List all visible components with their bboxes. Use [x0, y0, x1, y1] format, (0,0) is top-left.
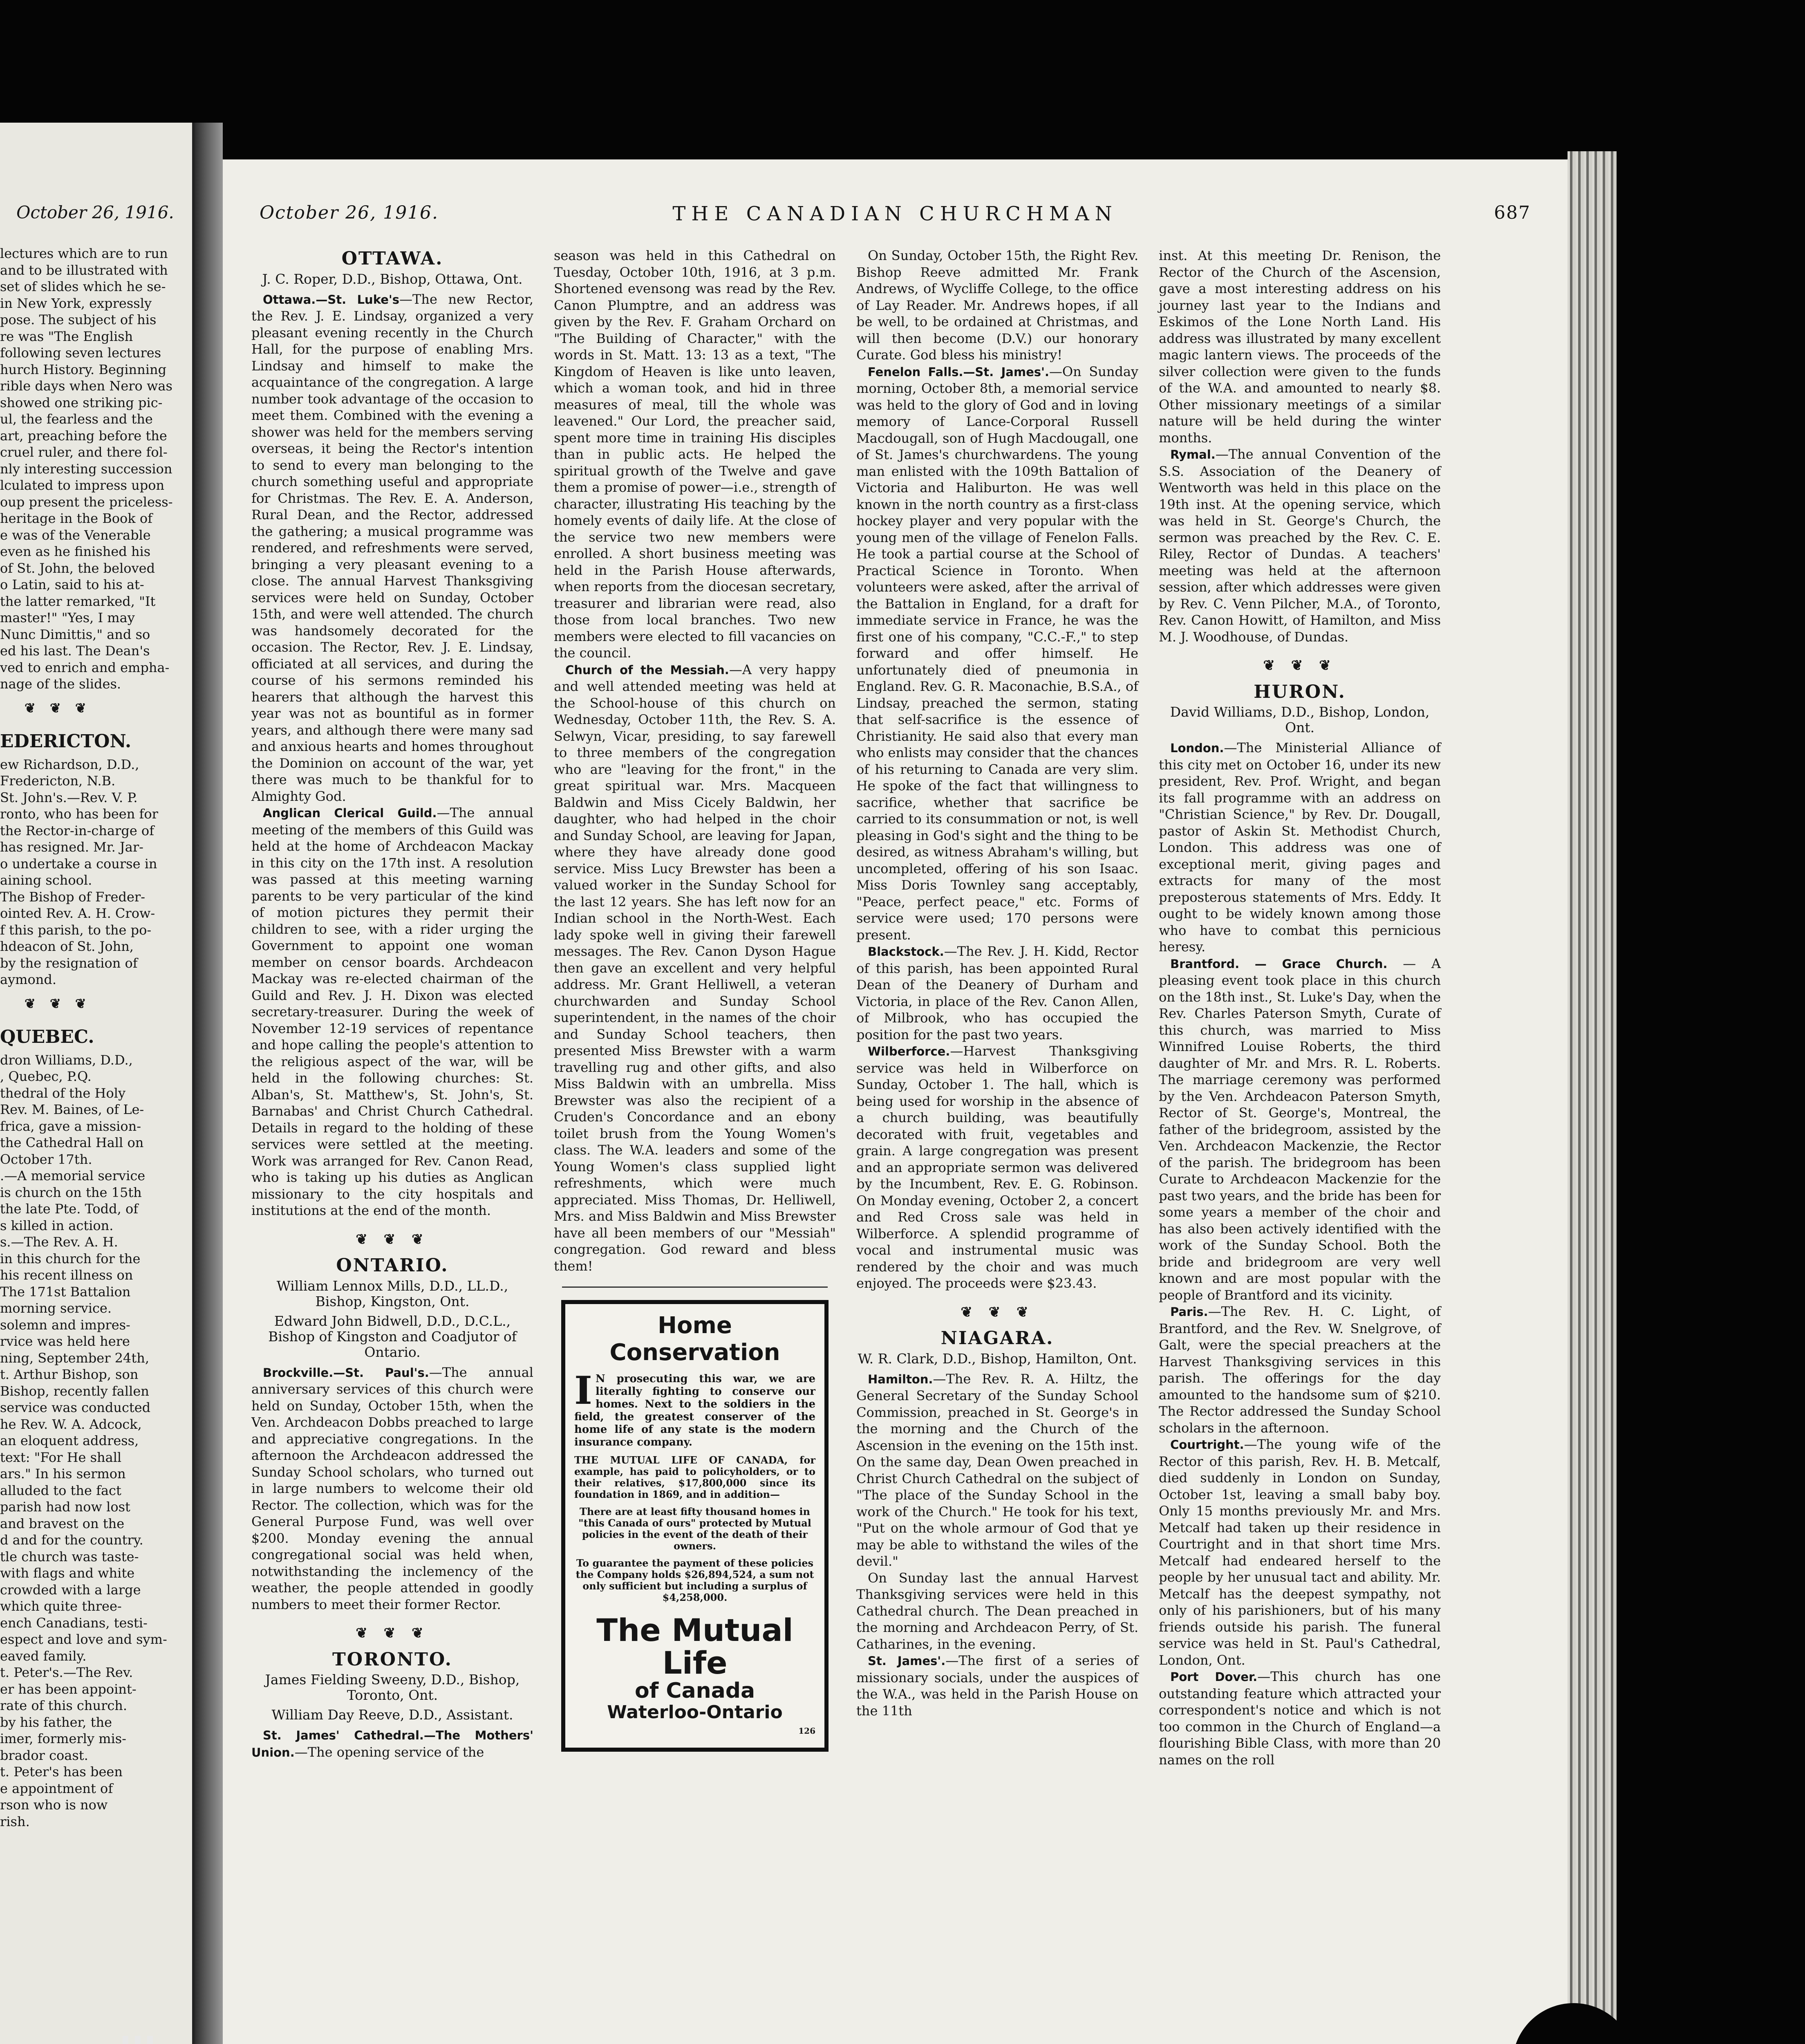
left-page-line: ning, September 24th, — [0, 1350, 150, 1366]
left-page-line: brador coast. — [0, 1747, 88, 1763]
section-heading-huron: HURON. — [1254, 681, 1346, 702]
left-page-line: o Latin, said to his at- — [0, 577, 144, 592]
niagara-bishop: W. R. Clark, D.D., Bishop, Hamilton, Ont. — [858, 1350, 1137, 1367]
left-page-line: the Rector-in-charge of — [0, 823, 155, 838]
article-lead: Blackstock. — [868, 945, 944, 959]
page-header — [260, 202, 1531, 239]
section-heading-ontario: ONTARIO. — [336, 1255, 449, 1276]
left-page-line: hurch History. Beginning — [0, 361, 167, 377]
section-heading-toronto: TORONTO. — [332, 1649, 452, 1670]
section-heading-quebec: QUEBEC. — [0, 1026, 94, 1047]
gutter-shadow — [192, 123, 223, 2044]
article-lead: Rymal. — [1170, 448, 1216, 462]
column-4 — [1159, 247, 1441, 1768]
article-lead: St. James' Cathedral.—The Mothers' Union. — [251, 1728, 533, 1759]
left-page-line: ench Canadians, testi- — [0, 1615, 148, 1631]
article-lead: Wilberforce. — [868, 1044, 950, 1058]
left-page-line: re was "The English — [0, 328, 133, 344]
article-lead: St. James'. — [868, 1654, 946, 1668]
left-page-line: nly interesting succession — [0, 461, 172, 477]
left-page-line: tle church was taste- — [0, 1549, 139, 1564]
ad-number: 126 — [798, 1726, 815, 1736]
newspaper-page — [223, 159, 1568, 2044]
divider — [562, 1286, 828, 1288]
left-page-line: is church on the 15th — [0, 1184, 142, 1200]
left-page-line: rish. — [0, 1813, 30, 1829]
left-page-line: e was of the Venerable — [0, 527, 151, 543]
section-ornament: ❦ ❦ ❦ — [961, 1304, 1034, 1320]
left-page-line: by his father, the — [0, 1714, 112, 1730]
article-st-james-cathedral: St. James' Cathedral.—The Mothers' Union.—The opening service of the — [251, 1728, 533, 1760]
left-page-line: thedral of the Holy — [0, 1085, 126, 1101]
article-rymal: Rymal.—The annual Convention of the S.S. Association of the Deanery of Wentworth was held in this place on the 19th inst. At the opening service, which was held in St. George's Church, the sermon was preached by the Rev. C. E. Riley, Rector of Dundas. A teachers' meeting was held at the afternoon session, after which addresses were given by Rev. C. Venn Pilcher, M.A., of Toronto, Rev. Canon Howitt, of Hamilton, and Miss M. J. Woodhouse, of Dundas. — [1159, 446, 1441, 645]
left-page-line: ew Richardson, D.D., — [0, 756, 139, 772]
left-page-line: Nunc Dimittis," and so — [0, 626, 150, 642]
left-page-line: d and for the country. — [0, 1532, 143, 1548]
left-page-line: service was conducted — [0, 1400, 151, 1415]
binding-mark — [147, 2036, 153, 2044]
left-page-line: o undertake a course in — [0, 856, 157, 872]
article-lead: Paris. — [1170, 1305, 1208, 1319]
ad-dropcap: I — [574, 1368, 592, 1413]
section-ornament: ❦ ❦ ❦ — [25, 700, 91, 716]
left-page-line: rible days when Nero was — [0, 378, 172, 394]
ad-location: Waterloo-Ontario — [607, 1702, 783, 1723]
left-page-line: heritage in the Book of — [0, 511, 152, 526]
left-page-line: alluded to the fact — [0, 1482, 121, 1498]
article-lead: London. — [1170, 741, 1224, 755]
ontario-bishop: William Lennox Mills, D.D., LL.D., Bishop, Kingston, Ont. — [276, 1278, 508, 1309]
left-page-line: solemn and impres- — [0, 1317, 130, 1333]
column-2 — [554, 247, 836, 1752]
left-page-line: crowded with a large — [0, 1582, 141, 1598]
article-blackstock: Blackstock.—The Rev. J. H. Kidd, Rector of this parish, has been appointed Rural Dean of the Deanery of Durham and Victoria, in place of the Rev. Canon Allen, of Milbrook, who has occupied the position for the past two years. — [856, 944, 1138, 1042]
ad-note-2: There are at least fifty thousand homes in "this Canada of ours" protected by Mutual policies in the event of the death of their owners. — [578, 1506, 811, 1552]
column-3 — [856, 247, 1138, 1719]
left-page-line: rson who is now — [0, 1797, 108, 1813]
left-page-line: he Rev. W. A. Adcock, — [0, 1416, 142, 1432]
ad-brand: The Mutual Life — [596, 1612, 793, 1681]
binding-mark — [123, 2036, 128, 2044]
left-page-line: by the resignation of — [0, 955, 138, 971]
left-page-line: ointed Rev. A. H. Crow- — [0, 905, 155, 921]
mutual-life-advertisement — [561, 1300, 829, 1752]
section-heading-niagara: NIAGARA. — [941, 1328, 1054, 1349]
left-page-line: nage of the slides. — [0, 676, 121, 692]
article-harvest-thanksgiving: On Sunday last the annual Harvest Thanksgiving services were held in this Cathedral church. The Dean preached in the morning and Archdeacon Perry, of St. Catharines, in the evening. — [856, 1570, 1138, 1652]
left-page-line: frica, gave a mission- — [0, 1118, 141, 1134]
section-ornament: ❦ ❦ ❦ — [356, 1231, 429, 1248]
article-courtright: Courtright.—The young wife of the Rector of this parish, Rev. H. B. Metcalf, died suddenly in London on Sunday, October 1st, leaving a small baby boy. Only 15 months previously Mr. and Mrs. Metcalf had taken up their residence in Courtright and in that short time Mrs. Metcalf had endeared herself to the people by her unusual tact and ability. Mr. Metcalf has the deepest sympathy, not only of his parishioners, but of his many friends outside his parish. The funeral service was held in St. Paul's Cathedral, London, Ont. — [1159, 1437, 1441, 1668]
left-page-line: cruel ruler, and there fol- — [0, 444, 168, 460]
left-page-column — [0, 204, 192, 1830]
section-ornament: ❦ ❦ ❦ — [25, 995, 91, 1011]
left-page-line: in this church for the — [0, 1251, 141, 1266]
left-page-line: lectures which are to run — [0, 246, 168, 261]
article-ottawa-st-lukes: Ottawa.—St. Luke's—The new Rector, the Rev. J. E. Lindsay, organized a very pleasant evening recently in the Church Hall, for the purpose of enabling Mrs. Lindsay and himself to make the acquaintance of the congregation. A large number took advantage of the occasion to meet them. Combined with the evening a shower was held for the members serving overseas, it being the Rector's intention to send to every man belonging to the church something useful and appropriate for Christmas. The Rev. E. A. Anderson, Rural Dean, and the Rector, addressed the gathering; a musical programme was rendered, and refreshments were served, bringing a very pleasant evening to a close. The annual Harvest Thanksgiving services were held on Sunday, October 15th, and were well attended. The church was handsomely decorated for the occasion. The Rector, Rev. J. E. Lindsay, officiated at all services, and during the course of his sermons reminded his hearers that although the harvest this year was not as bountiful as in former years, and although there were many sad and anxious hearts and homes throughout the Dominion on account of the war, yet there was much to be thankful for to Almighty God. — [251, 291, 533, 804]
left-page-line: aining school. — [0, 872, 92, 888]
binding-mark — [135, 2036, 141, 2044]
left-page-line: s.—The Rev. A. H. — [0, 1234, 118, 1250]
left-page-line: espect and love and sym- — [0, 1632, 167, 1647]
article-lead: Church of the Messiah. — [565, 663, 729, 677]
section-heading-ottawa: OTTAWA. — [341, 248, 443, 269]
left-page-line: t. Peter's has been — [0, 1764, 123, 1780]
left-page-line: oup present the priceless- — [0, 494, 173, 510]
article-mothers-union-cont: season was held in this Cathedral on Tuesday, October 10th, 1916, at 3 p.m. Shortened evensong was read by the Rev. Canon Plumptre, and an address was given by the Rev. F. Graham Orchard on "The Building of Character," with the words in St. Matt. 13: 13 as a text, "The Kingdom of Heaven is like unto leaven, which a woman took, and hid in three measures of meal, till the whole was leavened." Our Lord, the preacher said, spent more time in training His disciples than in public acts. He helped the spiritual growth of the Twelve and gave them a promise of power—i.e., strength of character, illustrating His teaching by the homely events of daily life. At the close of the service two new members were enrolled. A short business meeting was held in the Parish House afterwards, when reports from the diocesan secretary, treasurer and librarian were read, also those from local branches. Two new members were elected to fill vacancies on the council. — [554, 248, 836, 661]
left-page-line: the Cathedral Hall on — [0, 1135, 144, 1150]
article-port-dover: Port Dover.—This church has one outstanding feature which attracted your correspondent's notice and which is not too common in the Church of England—a flourishing Bible Class, with more than 20 names on the roll — [1159, 1669, 1441, 1768]
page-number: 687 — [1494, 202, 1531, 223]
ad-brand-sub: of Canada — [634, 1679, 755, 1703]
left-page-line: eaved family. — [0, 1648, 87, 1664]
page-stack-edge — [1568, 151, 1617, 2044]
article-brantford: Brantford. — Grace Church. — A pleasing event took place in this church on the 18th inst., St. Luke's Day, when the Rev. Charles Paterson Smyth, Curate of this church, was married to Miss Winnifred Louise Roberts, the third daughter of Mr. and Mrs. R. L. Roberts. The marriage ceremony was performed by the Ven. Archdeacon Paterson Smyth, Rector of St. George's, Montreal, the father of the bridegroom, assisted by the Ven. Archdeacon Mackenzie, the Rector of the parish. The bridegroom has been Curate to Archdeacon Mackenzie for the past two years, and the bride has been for some years a member of the choir and has also been actively identified with the work of the Sunday School. Both the bride and bridegroom are very well known and are most popular with the people of Brantford and its vicinity. — [1159, 955, 1441, 1303]
left-page-line: s killed in action. — [0, 1217, 114, 1233]
left-page-date: October 26, 1916. — [16, 202, 174, 222]
left-page-line: has resigned. Mr. Jar- — [0, 839, 143, 855]
left-page-line: master!" "Yes, I may — [0, 610, 135, 625]
left-page-line: in New York, expressly — [0, 295, 152, 311]
left-page-line: imer, formerly mis- — [0, 1731, 126, 1746]
left-page-line: ul, the fearless and the — [0, 411, 153, 427]
article-lead: Brockville.—St. Paul's. — [263, 1365, 429, 1380]
left-page-line: with flags and white — [0, 1565, 135, 1581]
left-page-line: lculated to impress upon — [0, 477, 165, 493]
left-page-line: the latter remarked, "It — [0, 593, 156, 609]
ad-note-1: THE MUTUAL LIFE OF CANADA, for example, has paid to policyholders, or to their relatives, $17,800,000 since its foundation in 1869, and in addition— — [574, 1454, 815, 1500]
left-page-line: the late Pte. Todd, of — [0, 1201, 139, 1217]
article-lead: Ottawa.—St. Luke's — [263, 292, 400, 307]
left-page-line: his recent illness on — [0, 1267, 133, 1283]
left-page-line: ronto, who has been for — [0, 806, 158, 822]
left-page-line: rate of this church. — [0, 1698, 128, 1713]
left-page-line: The 171st Battalion — [0, 1284, 131, 1300]
article-church-of-messiah: Church of the Messiah.—A very happy and well attended meeting was held at the School-house of this church on Wednesday, October 11th, the Rev. S. A. Selwyn, Vicar, presiding, to say farewell to three members of the congregation who are "leaving for the front," in the great spiritual war. Mrs. Macqueen Baldwin and Miss Cicely Baldwin, her daughter, who had helped in the choir and Sunday School, are leaving for Japan, where they have already done good service. Miss Lucy Brewster has been a valued worker in the Sunday School for the last 12 years. She has left now for an Indian school in the North-West. Each lady spoke well in giving their farewell messages. The Rev. Canon Dyson Hague then gave an excellent and very helpful address. Mr. Grant Helliwell, a veteran churchwarden and Sunday School superintendent, in the names of the choir and Sunday School teachers, then presented Miss Brewster with a warm travelling rug and other gifts, and also Miss Baldwin with an umbrella. Miss Brewster was also the recipient of a Cruden's Concordance and an ebony toilet brush from the Young Women's class. The W.A. leaders and some of the Young Women's class supplied light refreshments, which were much appreciated. Miss Thomas, Dr. Helliwell, Mrs. and Miss Baldwin and Miss Brewster have all been members of our "Messiah" congregation. God reward and bless them! — [554, 661, 836, 1274]
article-paris: Paris.—The Rev. H. C. Light, of Brantford, and the Rev. W. Snelgrove, of Galt, were the special preachers at the Harvest Thanksgiving services in this parish. The offerings for the day amounted to the handsome sum of $210. The Rector addressed the Sunday School scholars in the afternoon. — [1159, 1304, 1441, 1436]
left-page-line: art, preaching before the — [0, 428, 167, 444]
left-page-line: , Quebec, P.Q. — [0, 1069, 92, 1084]
ad-body: I N prosecuting this war, we are literally fighting to conserve our homes. Next to the soldiers in the field, the greatest conserver of the home life of any state is the modern insurance company. — [574, 1368, 815, 1448]
column-1 — [251, 247, 533, 1761]
ontario-coadjutor: Edward John Bidwell, D.D., D.C.L., Bishop of Kingston and Coadjutor of Ontario. — [268, 1313, 517, 1360]
left-page-line: er has been appoint- — [0, 1681, 137, 1697]
left-page-line: dron Williams, D.D., — [0, 1052, 133, 1068]
left-page-line: ved to enrich and empha- — [0, 659, 170, 675]
article-st-james: St. James'.—The first of a series of missionary socials, under the auspices of the W.A., was held in the Parish House on the 11th — [856, 1653, 1139, 1719]
left-page-line: rvice was held here — [0, 1334, 130, 1349]
article-anglican-clerical-guild: Anglican Clerical Guild.—The annual meeting of the members of this Guild was held at the home of Archdeacon Mackay in this city on the 17th inst. A resolution was passed at this meeting warning parents to be very particular of the kind of motion pictures they permit their children to see, with a rider urging the Government to appoint one woman member on censor boards. Archdeacon Mackay was re-elected chairman of the Guild and Rev. J. H. Dixon was elected secretary-treasurer. During the week of November 12-19 services of repentance and hope calling the people's attention to the religious aspect of the war, will be held in the following churches: St. Alban's, St. Matthew's, St. John's, St. Barnabas' and Christ Church Cathedral. Details in regard to the holding of these services were settled at the meeting. Work was arranged for Rev. Canon Read, who is taking up his duties as Anglican missionary to the city hospitals and institutions at the end of the month. — [251, 805, 534, 1218]
article-lay-reader: On Sunday, October 15th, the Right Rev. Bishop Reeve admitted Mr. Frank Andrews, of Wycliffe College, to the office of Lay Reader. Mr. Andrews hopes, if all be well, to be ordained at Christmas, and will then become (D.V.) our honorary Curate. God bless his ministry! — [856, 248, 1138, 363]
left-page-line: an eloquent address, — [0, 1433, 139, 1448]
article-lead: Hamilton. — [868, 1372, 933, 1386]
left-page-line: Bishop, recently fallen — [0, 1383, 149, 1399]
left-page-line: e appointment of — [0, 1780, 113, 1796]
article-lead: Port Dover. — [1170, 1670, 1258, 1684]
left-page-line: ed his last. The Dean's — [0, 643, 150, 659]
left-page-line: of St. John, the beloved — [0, 560, 155, 576]
left-page-line: and bravest on the — [0, 1515, 125, 1531]
section-ornament: ❦ ❦ ❦ — [1263, 657, 1337, 674]
left-page-line: even as he finished his — [0, 544, 151, 559]
ad-title: Home Conservation — [609, 1312, 780, 1366]
left-page-line: hdeacon of St. John, — [0, 939, 134, 954]
left-page-line: set of slides which he se- — [0, 279, 166, 294]
article-hamilton: Hamilton.—The Rev. R. A. Hiltz, the General Secretary of the Sunday School Commission, preached in St. George's in the morning and the Church of the Ascension in the evening on the 15th inst. On the same day, Dean Owen preached in Christ Church Cathedral on the subject of "The place of the Sunday School in the work of the Church." He took for his text, "Put on the whole armour of God that ye may be able to withstand the wiles of the devil." — [856, 1371, 1138, 1569]
left-page-line: showed one striking pic- — [0, 394, 163, 410]
toronto-assistant: William Day Reeve, D.D., Assistant. — [271, 1707, 513, 1723]
left-page-line: ars." In his sermon — [0, 1466, 126, 1481]
left-page-line: t. Arthur Bishop, son — [0, 1367, 139, 1382]
section-heading-fredericton: EDERICTON. — [0, 731, 132, 752]
article-fenelon-falls: Fenelon Falls.—St. James'.—On Sunday morning, October 8th, a memorial service was held to the glory of God and in loving memory of Lance-Corporal Russell Macdougall, son of Hugh Macdougall, one of St. James's churchwardens. The young man enlisted with the 109th Battalion of Victoria and Haliburton. He was well known in the north country as a first-class hockey player and very popular with the young men of the village of Fenelon Falls. He took a partial course at the School of Practical Science in Toronto. When volunteers were asked, after the arrival of the Battalion in England, for a draft for immediate service in France, he was the first one of his company, "C.C.-F.," to step forward and offer himself. He unfortunately died of pneumonia in England. Rev. G. R. Maconachie, B.S.A., of Lindsay, preached the sermon, stating that self-sacrifice is the essence of Christianity. He said also that every man who enlists may consider that the chances of his returning to Canada are very slim. He spoke of the fact that willingness to sacrifice, whether that sacrifice be carried to its consummation or not, is well pleasing in God's sight and the thing to be desired, as witness Abraham's willing, but uncompleted, offering of his son Isaac. Miss Doris Townley sang acceptably, "Peace, perfect peace," etc. Forms of service were used; 170 persons were present. — [856, 363, 1139, 943]
publication-title: THE CANADIAN CHURCHMAN — [672, 202, 1118, 225]
left-page-line: Rev. M. Baines, of Le- — [0, 1102, 144, 1117]
left-page-line: aymond. — [0, 972, 57, 987]
huron-bishop: David Williams, D.D., Bishop, London, Ont. — [1170, 704, 1430, 735]
toronto-bishop: James Fielding Sweeny, D.D., Bishop, Toronto, Ont. — [265, 1672, 520, 1703]
left-page-line: .—A memorial service — [0, 1168, 146, 1183]
left-page-line: St. John's.—Rev. V. P. — [0, 789, 138, 805]
left-page-line: The Bishop of Freder- — [0, 889, 146, 905]
ottawa-bishop: J. C. Roper, D.D., Bishop, Ottawa, Ont. — [262, 271, 523, 287]
left-page-line: parish had now lost — [0, 1499, 130, 1515]
left-page-line: which quite three- — [0, 1598, 122, 1614]
left-page-line: following seven lectures — [0, 345, 161, 361]
left-page-line: Fredericton, N.B. — [0, 773, 116, 789]
article-lead: Fenelon Falls.—St. James'. — [868, 365, 1049, 379]
left-page-line: and to be illustrated with — [0, 262, 168, 278]
left-page-line: morning service. — [0, 1300, 112, 1316]
article-lead: Brantford. — Grace Church. — [1170, 957, 1388, 971]
header-date: October 26, 1916. — [260, 202, 439, 223]
left-page-line: t. Peter's.—The Rev. — [0, 1665, 133, 1680]
section-ornament: ❦ ❦ ❦ — [356, 1625, 429, 1641]
article-brockville: Brockville.—St. Paul's.—The annual anniversary services of this church were held on Sunday, October 15th, when the Ven. Archdeacon Dobbs preached to large and appreciative congregations. In the afternoon the Archdeacon addressed the Sunday School scholars, who turned out in large numbers to welcome their old Rector. The collection, which was for the General Purpose Fund, was well over $200. Monday evening the annual congregational social was held when, notwithstanding the inclemency of the weather, the people attended in goodly numbers to meet their former Rector. — [251, 1364, 533, 1612]
left-page-line: f this parish, to the po- — [0, 922, 152, 938]
article-lead: Anglican Clerical Guild. — [263, 806, 437, 820]
article-london: London.—The Ministerial Alliance of this city met on October 16, under its new president, Rev. Prof. Wright, and began its fall programme with an address on "Christian Science," by Rev. Dr. Dougall, pastor of Askin St. Methodist Church, London. This address was one of exceptional merit, giving pages and extracts for many of the most preposterous statements of Mrs. Eddy. It ought to be widely known among those who have to combat this pernicious heresy. — [1159, 740, 1441, 955]
ad-note-3: To guarantee the payment of these policies the Company holds $26,894,524, a sum not only sufficient but including a surplus of $4,258,000. — [576, 1557, 814, 1603]
left-page-line: October 17th. — [0, 1151, 92, 1167]
left-page-line: pose. The subject of his — [0, 312, 157, 327]
left-page-fragment — [0, 123, 195, 2044]
article-wilberforce: Wilberforce.—Harvest Thanksgiving service was held in Wilberforce on Sunday, October 1. The hall, which is being used for worship in the absence of a church building, was beautifully decorated with fruit, vegetables and grain. A large congregation was present and an appropriate sermon was delivered by the Incumbent, Rev. E. G. Robinson. On Monday evening, October 2, a concert and Red Cross sale was held in Wilberforce. A splendid programme of vocal and instrumental music was rendered by the choir and was much enjoyed. The proceeds were $23.43. — [856, 1043, 1138, 1291]
article-lead: Courtright. — [1170, 1438, 1244, 1452]
article-st-james-cont: inst. At this meeting Dr. Renison, the Rector of the Church of the Ascension, gave a most interesting address on his journey last year to the Indians and Eskimos of the Lone North Land. His address was illustrated by many excellent magic lantern views. The proceeds of the silver collection were given to the funds of the W.A. and amounted to nearly $8. Other missionary meetings of a similar nature will be held during the winter months. — [1159, 248, 1441, 446]
left-page-line: text: "For He shall — [0, 1449, 122, 1465]
